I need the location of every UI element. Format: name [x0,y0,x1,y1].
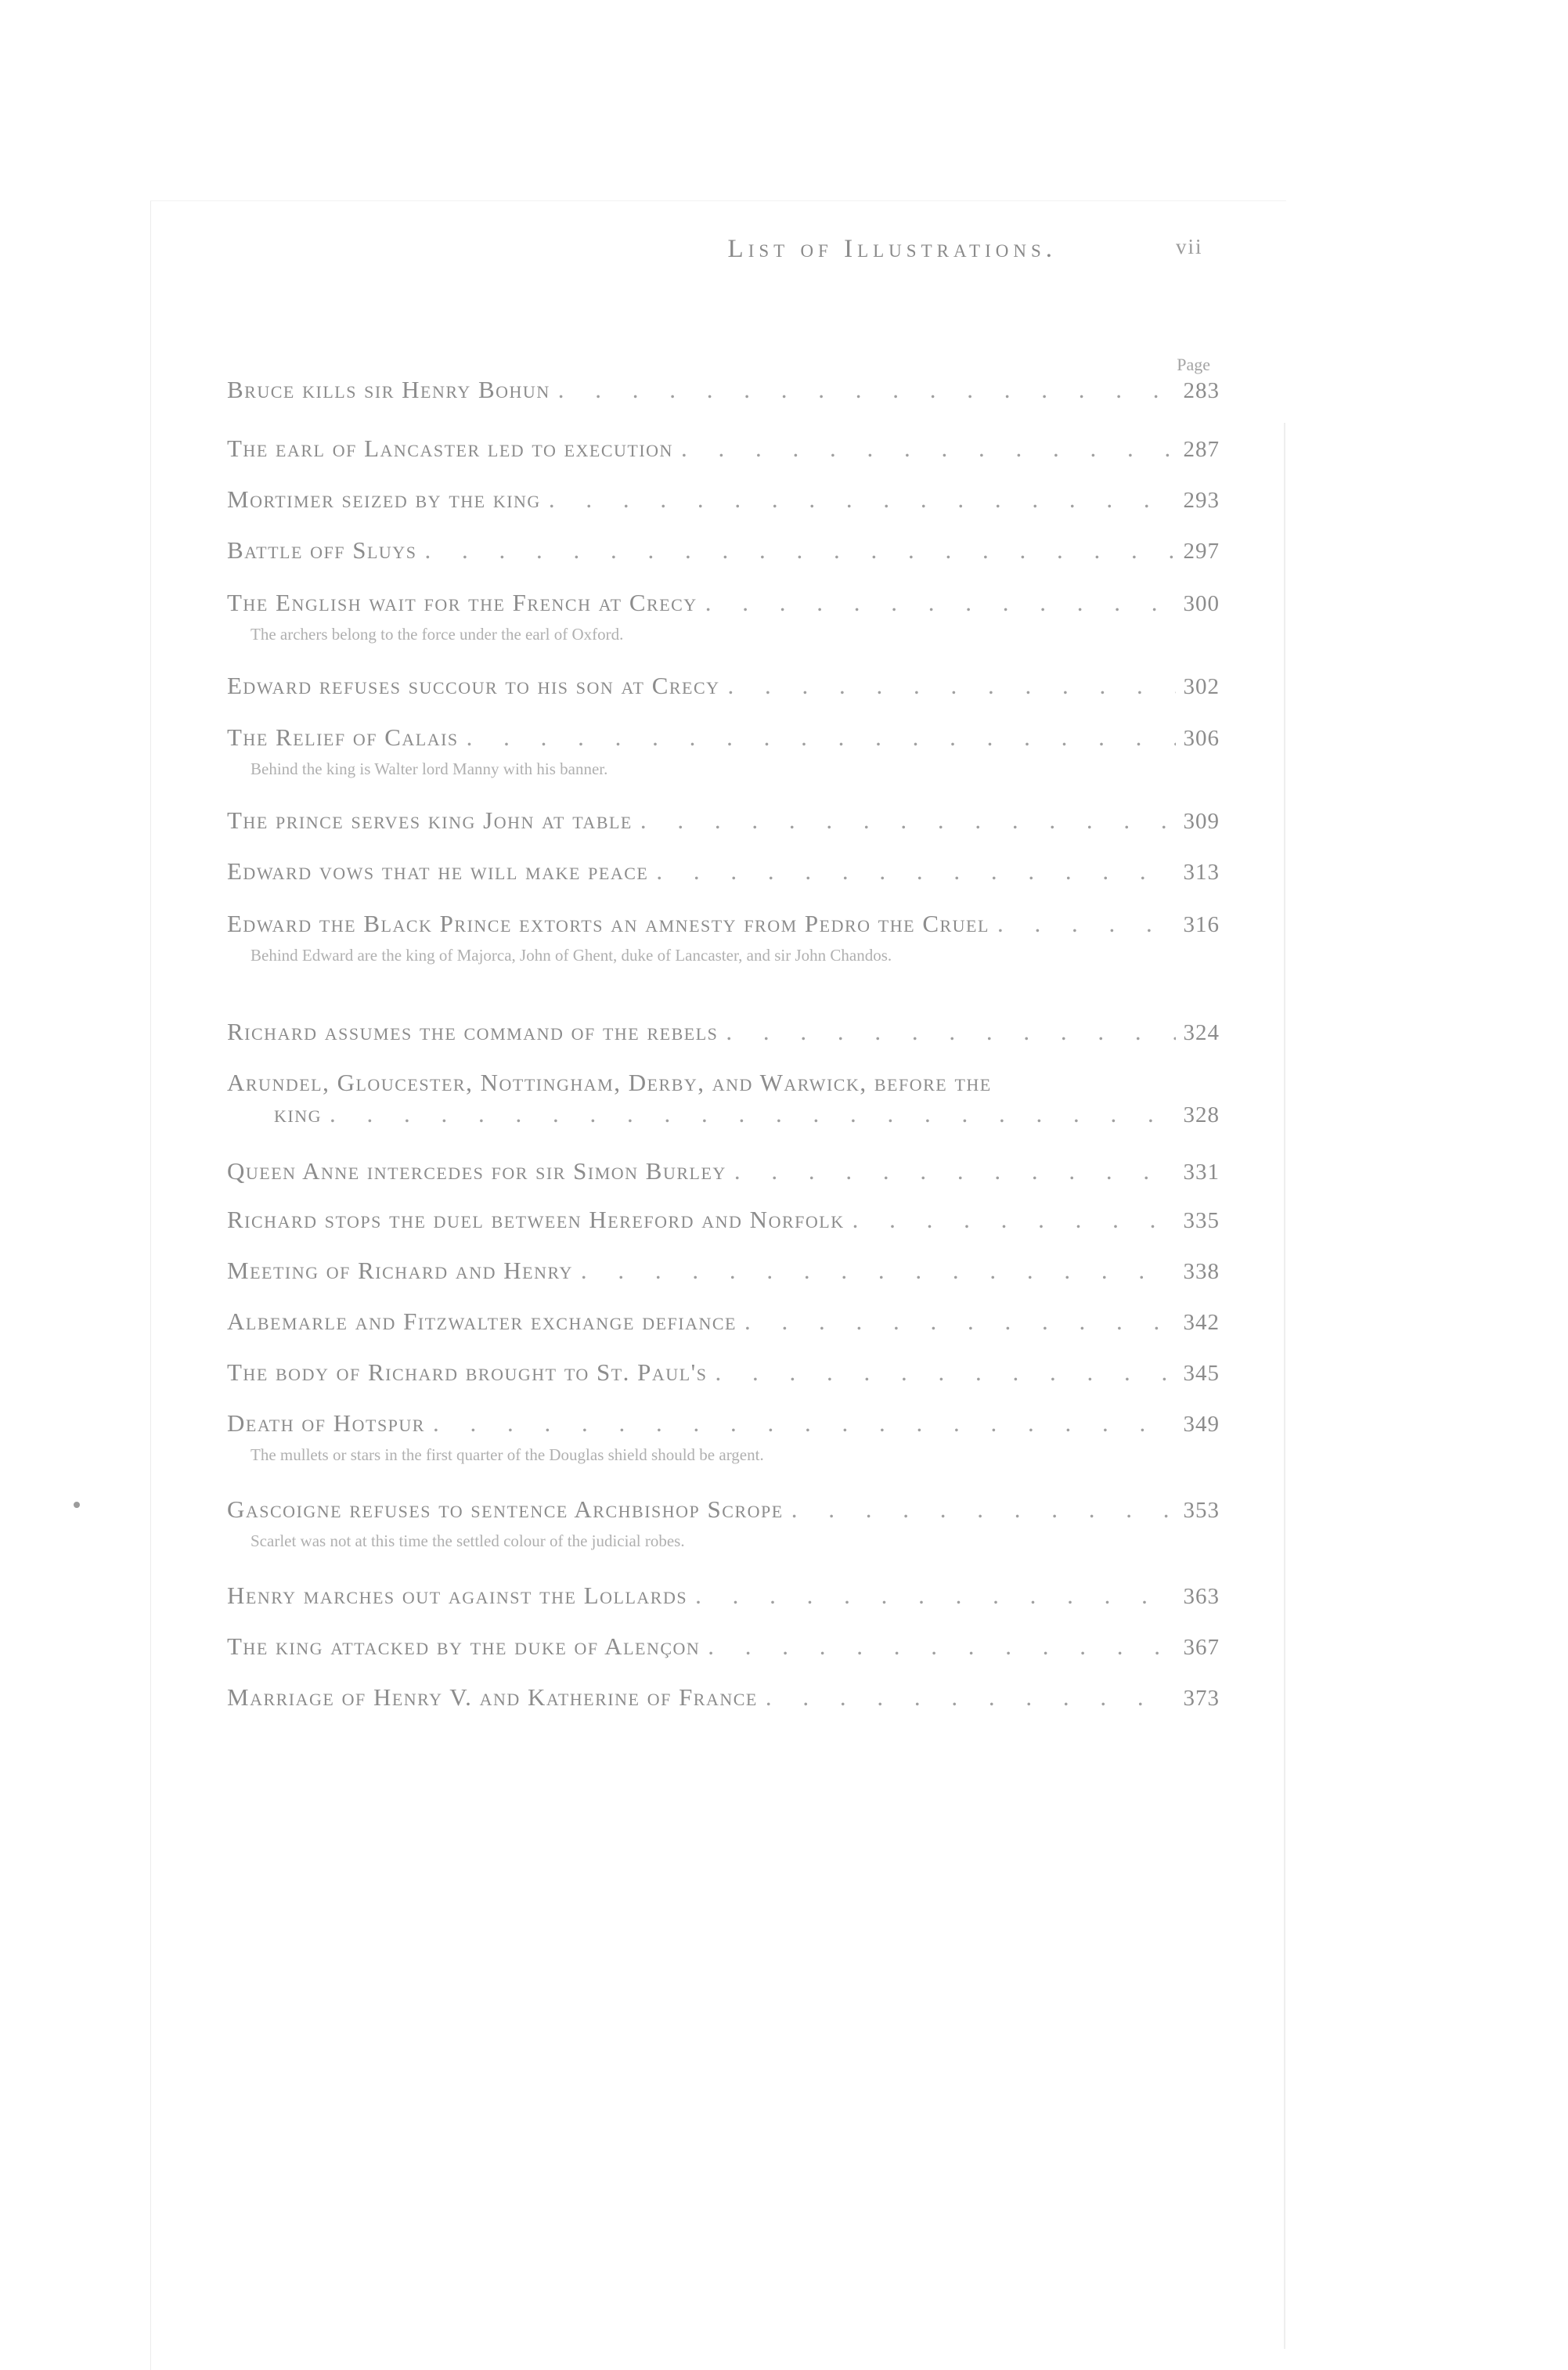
dot-leader [673,433,1176,464]
entry-row [227,1494,1220,1526]
page-column-label: Page [1177,355,1210,374]
entry-row [227,1306,1220,1338]
list-item [227,1494,1220,1553]
entry-note: The mullets or stars in the first quarter of the Douglas shield should be argent. [251,1445,764,1464]
dot-leader [425,1408,1176,1439]
list-item [227,1631,1220,1663]
dot-leader [697,587,1176,619]
page-number: 363 [1183,1584,1220,1609]
list-item [227,670,1220,702]
page-number: 309 [1183,809,1220,834]
page-number: 342 [1183,1310,1220,1335]
entry-row [227,1204,1220,1236]
page-number: 324 [1183,1020,1220,1045]
dot-leader [648,856,1176,887]
entry-title: Edward the Black Prince extorts an amnesty from Pedro the Cruel [227,910,989,937]
entry-row [227,1580,1220,1612]
entry-note: The archers belong to the force under the earl of Oxford. [251,625,624,644]
page-number: 302 [1183,674,1220,699]
page-number: 287 [1183,437,1220,462]
entry-title: Meeting of Richard and Henry [227,1257,573,1284]
entry-title: The earl of Lancaster led to execution [227,435,673,462]
entry-title: Henry marches out against the Lollards [227,1582,688,1609]
running-title: List of Illustrations. [727,235,1057,263]
entry-note: Behind the king is Walter lord Manny with his banner. [251,759,608,778]
dot-leader [726,1156,1176,1187]
entry-title: Edward vows that he will make peace [227,857,649,885]
entry-title: The king attacked by the duke of Alençon [227,1632,701,1660]
entry-row [227,1156,1220,1188]
entry-title-continued: king [274,1100,322,1127]
list-item [227,1204,1220,1236]
entry-title: Queen Anne intercedes for sir Simon Burley [227,1157,726,1185]
page-number: 293 [1183,488,1220,513]
entry-title: Richard stops the duel between Hereford and Norfolk [227,1206,845,1233]
entry-title: The body of Richard brought to St. Paul's [227,1358,708,1386]
list-item [227,805,1220,837]
dot-leader [700,1631,1176,1662]
dot-leader [737,1306,1176,1337]
list-item [227,1357,1220,1389]
dot-leader [573,1255,1176,1286]
folio-number: vii [1176,235,1203,258]
dot-leader [707,1357,1176,1388]
dot-leader [322,1098,1176,1130]
dot-leader [718,1016,1176,1048]
entry-row [227,433,1220,465]
list-item [227,587,1220,646]
page-number: 367 [1183,1635,1220,1660]
entry-row [227,670,1220,702]
page-number: 297 [1183,539,1220,564]
list-item [227,1067,1220,1131]
list-item [227,856,1220,888]
page-number: 338 [1183,1259,1220,1284]
entry-row [227,535,1220,567]
list-item [227,1408,1220,1466]
page-number: 313 [1183,860,1220,885]
list-item [227,484,1220,516]
list-item [227,1682,1220,1714]
entry-row [227,1682,1220,1714]
list-item [227,374,1220,406]
entry-title: The prince serves king John at table [227,806,633,834]
entry-title: The English wait for the French at Crecy [227,589,697,616]
entry-row [227,374,1220,406]
entry-row [227,1408,1220,1440]
entry-title: Battle off Sluys [227,536,417,564]
page-edge-shadow [1284,423,1285,2349]
entry-row [227,1357,1220,1389]
page-number: 353 [1183,1498,1220,1523]
entry-title: Albemarle and Fitzwalter exchange defiance [227,1308,737,1335]
entry-row [227,484,1220,516]
page-number: 328 [1183,1102,1220,1127]
page-number: 283 [1183,378,1220,403]
page-number: 335 [1183,1208,1220,1233]
dot-leader [550,374,1176,406]
entry-row [227,722,1220,754]
entry-title: Arundel, Gloucester, Nottingham, Derby, and Warwick, before the [227,1069,992,1096]
dot-leader [687,1580,1176,1611]
entry-row [227,1255,1220,1287]
entry-row [227,1098,1220,1131]
list-item [227,1156,1220,1188]
dot-leader [633,805,1176,836]
page-number: 300 [1183,591,1220,616]
entry-title: Bruce kills sir Henry Bohun [227,376,550,403]
list-item [227,1580,1220,1612]
dot-leader [541,484,1176,515]
entry-row [227,587,1220,619]
page-number: 306 [1183,726,1220,751]
dot-leader [720,670,1176,702]
list-item [227,1255,1220,1287]
list-item [227,722,1220,781]
entry-row [227,908,1220,940]
page-number: 345 [1183,1361,1220,1386]
entry-note: Scarlet was not at this time the settled colour of the judicial robes. [251,1531,685,1550]
entry-title: Richard assumes the command of the rebels [227,1018,719,1045]
entry-row [227,1016,1220,1048]
entry-note: Behind Edward are the king of Majorca, John of Ghent, duke of Lancaster, and sir John Chandos. [251,946,892,965]
list-item [227,1016,1220,1048]
list-item [227,1306,1220,1338]
entry-row [227,805,1220,837]
page-number: 349 [1183,1412,1220,1437]
dot-leader [845,1204,1176,1236]
page-number: 331 [1183,1160,1220,1185]
entry-title: The Relief of Calais [227,723,459,751]
page-number: 373 [1183,1686,1220,1711]
entry-title: Marriage of Henry V. and Katherine of France [227,1683,758,1711]
entry-title: Gascoigne refuses to sentence Archbishop Scrope [227,1495,784,1523]
list-item [227,433,1220,465]
entry-row [227,856,1220,888]
dot-leader [459,722,1176,753]
list-item [227,535,1220,567]
page-number: 316 [1183,912,1220,937]
margin-mark [74,1502,80,1508]
entry-title: Edward refuses succour to his son at Crecy [227,672,720,699]
dot-leader [758,1682,1176,1713]
list-item [227,908,1220,967]
entry-title: Mortimer seized by the king [227,485,541,513]
dot-leader [989,908,1176,940]
entry-title: Death of Hotspur [227,1409,425,1437]
entry-row [227,1631,1220,1663]
dot-leader [784,1494,1176,1525]
dot-leader [416,535,1176,566]
